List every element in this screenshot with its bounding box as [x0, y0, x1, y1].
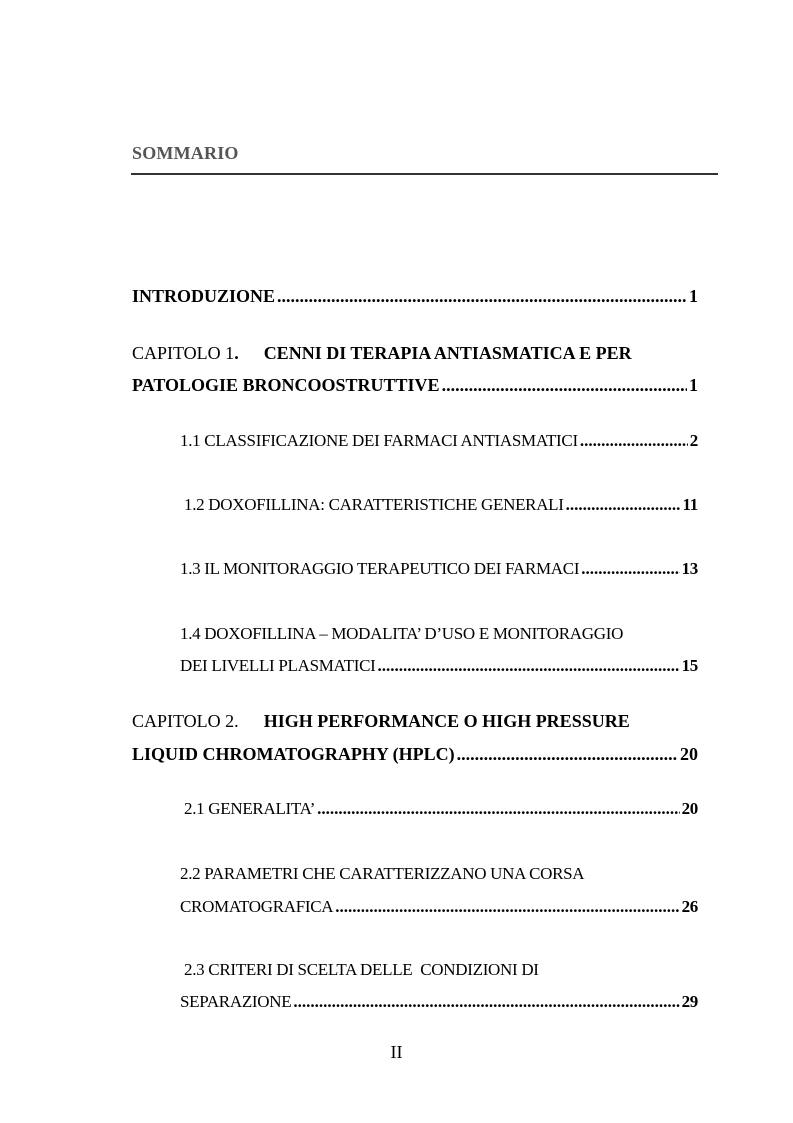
- toc-page-number: 29: [681, 992, 698, 1011]
- toc-leader-dots: [457, 742, 678, 766]
- toc-page-number: 26: [681, 897, 698, 916]
- toc-entry-title: PATOLOGIE BRONCOOSTRUTTIVE: [132, 375, 440, 395]
- toc-leader-dots: [580, 429, 688, 453]
- toc-entry-title: 2.1 GENERALITA’: [184, 799, 316, 818]
- toc-entry-2-1[interactable]: [184, 797, 698, 821]
- toc-leader-dots: [566, 493, 681, 517]
- toc-entry-title: 1.3 IL MONITORAGGIO TERAPEUTICO DEI FARMACI: [180, 559, 580, 578]
- toc-entry-1-4-line1[interactable]: 1.4 DOXOFILLINA – MODALITA’ D’USO E MONITORAGGIO: [180, 624, 624, 643]
- toc-entry-2-2-line2[interactable]: [180, 895, 698, 919]
- toc-entry-capitolo-1-line2[interactable]: [132, 373, 698, 397]
- toc-entry-title: 1.1 CLASSIFICAZIONE DEI FARMACI ANTIASMATICI: [180, 431, 578, 450]
- toc-entry-title: INTRODUZIONE: [132, 286, 276, 306]
- toc-entry-title: LIQUID CHROMATOGRAPHY (HPLC): [132, 744, 455, 764]
- toc-page-number: 20: [681, 799, 698, 818]
- toc-entry-title: DEI LIVELLI PLASMATICI: [180, 656, 376, 675]
- toc-leader-dots: [317, 797, 680, 821]
- chapter-title: CENNI DI TERAPIA ANTIASMATICA E PER: [263, 343, 632, 363]
- toc-entry-1-2[interactable]: [184, 493, 698, 517]
- toc-entry-title: CROMATOGRAFICA: [180, 897, 334, 916]
- toc-entry-1-1[interactable]: [180, 429, 698, 453]
- toc-entry-2-3-line2[interactable]: [180, 990, 698, 1014]
- chapter-title: HIGH PERFORMANCE O HIGH PRESSURE: [263, 711, 630, 731]
- toc-entry-introduzione[interactable]: [132, 284, 698, 308]
- chapter-separator: .: [234, 343, 239, 363]
- title-rule: [131, 173, 718, 175]
- toc-entry-capitolo-2-line1[interactable]: [132, 709, 630, 733]
- toc-entry-title: SEPARAZIONE: [180, 992, 292, 1011]
- toc-entry-1-4-line2[interactable]: [180, 654, 698, 678]
- toc-page-number: 1: [689, 375, 698, 395]
- toc-entry-title: 1.2 DOXOFILLINA: CARATTERISTICHE GENERALI: [184, 495, 564, 514]
- toc-page-number: 15: [681, 656, 698, 675]
- toc-page-number: 13: [681, 559, 698, 578]
- toc-page-number: 2: [689, 431, 698, 450]
- toc-entry-capitolo-1-line1[interactable]: [132, 341, 632, 365]
- toc-page-number: 20: [680, 744, 698, 764]
- toc-leader-dots: [277, 284, 687, 308]
- toc-leader-dots: [335, 895, 679, 919]
- toc-entry-capitolo-2-line2[interactable]: [132, 742, 698, 766]
- page-title: SOMMARIO: [132, 143, 239, 163]
- chapter-label: CAPITOLO 1: [132, 343, 235, 363]
- chapter-label: CAPITOLO 2.: [132, 711, 239, 731]
- toc-page-number: 11: [682, 495, 698, 514]
- toc-entry-2-3-line1[interactable]: 2.3 CRITERI DI SCELTA DELLE CONDIZIONI DI: [184, 960, 539, 979]
- page-number: II: [390, 1042, 403, 1062]
- toc-entry-2-2-line1[interactable]: 2.2 PARAMETRI CHE CARATTERIZZANO UNA CORSA: [180, 864, 585, 883]
- toc-page-number: 1: [689, 286, 698, 306]
- toc-leader-dots: [442, 373, 687, 397]
- toc-leader-dots: [377, 654, 679, 678]
- toc-entry-1-3[interactable]: [180, 557, 698, 581]
- toc-leader-dots: [293, 990, 679, 1014]
- toc-leader-dots: [581, 557, 679, 581]
